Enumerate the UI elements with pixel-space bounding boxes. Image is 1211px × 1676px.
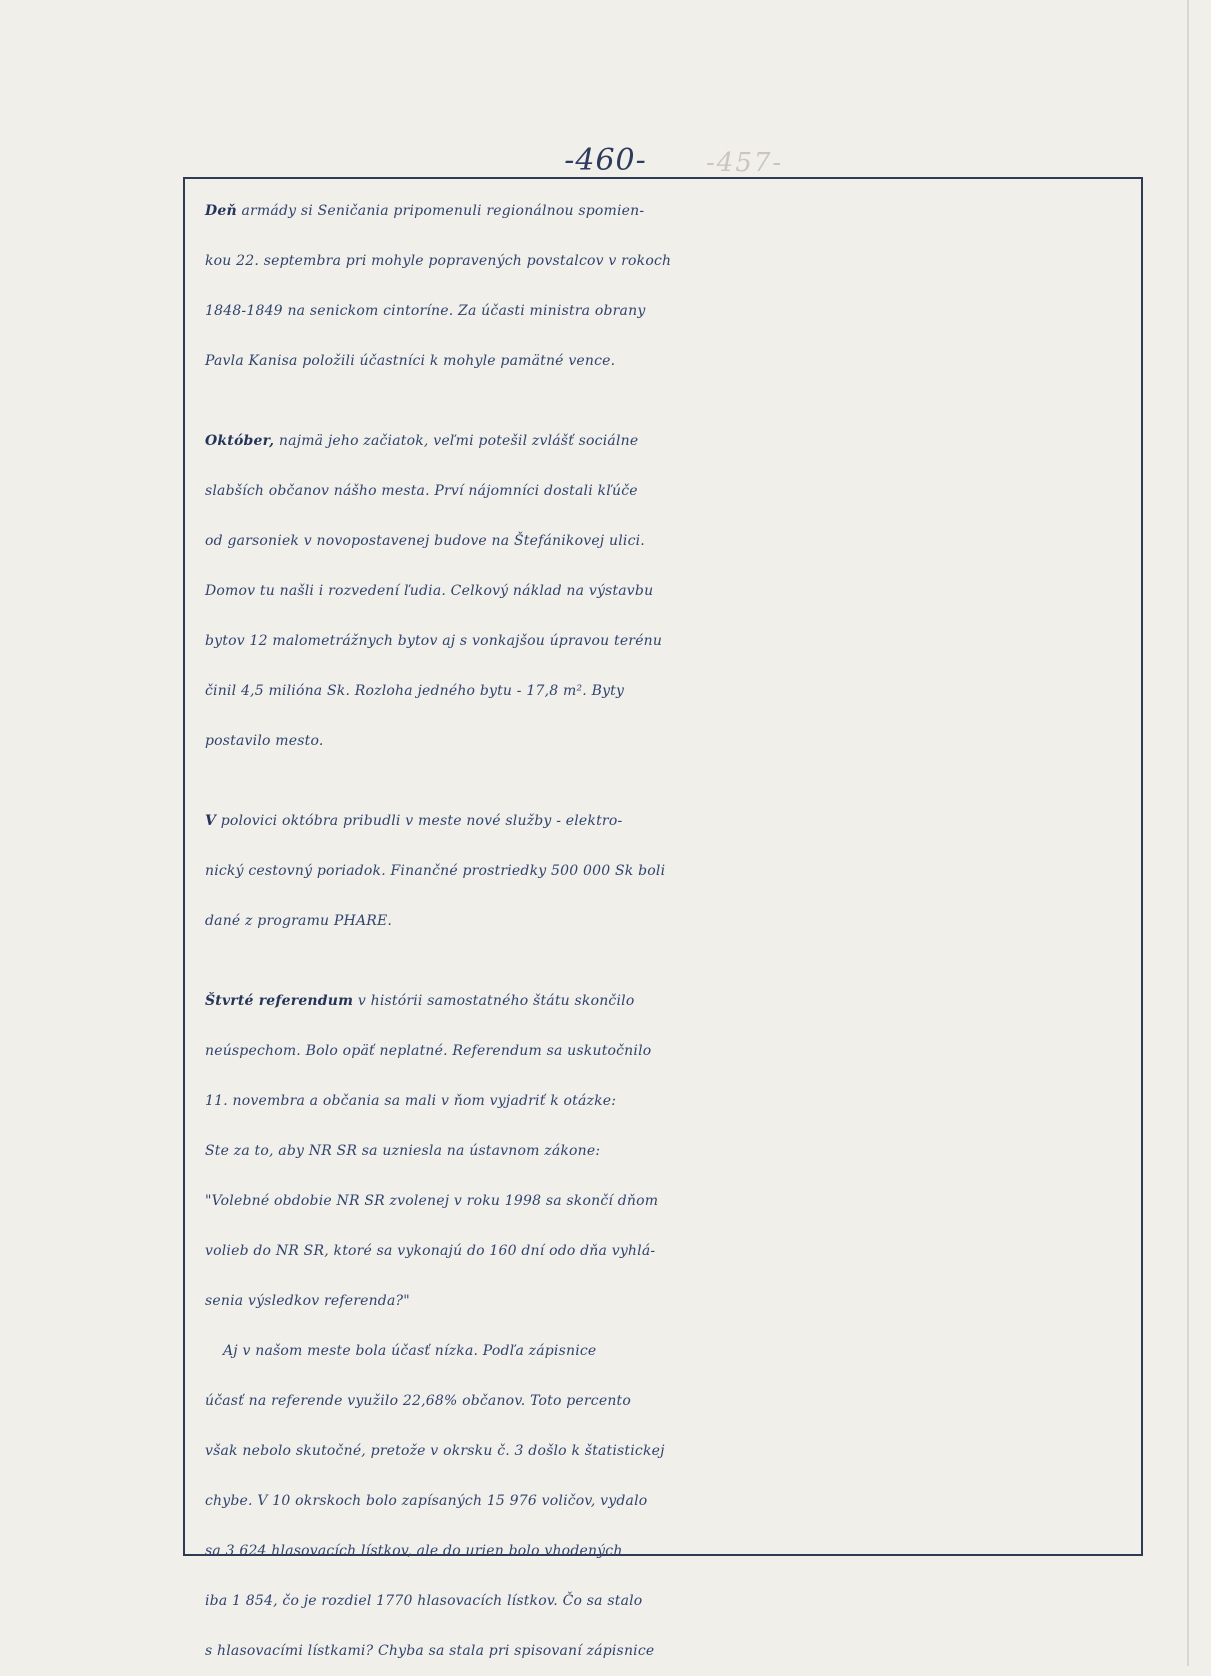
text-line [205, 1026, 1135, 1076]
text-line [205, 336, 1135, 386]
text-line [205, 1526, 1135, 1576]
line-text: kou 22. septembra pri mohyle popravených povstalcov v rokoch [205, 253, 672, 269]
line-text: Ste za to, aby NR SR sa uzniesla na ústavnom zákone: [205, 1143, 601, 1159]
line-text: iba 1 854, čo je rozdiel 1770 hlasovacích lístkov. Čo sa stalo [205, 1593, 643, 1609]
text-line [205, 186, 1135, 236]
text-line [205, 1626, 1135, 1676]
line-text: slabších občanov nášho mesta. Prví nájomníci dostali kľúče [205, 483, 638, 499]
line-text: najmä jeho začiatok, veľmi potešil zvlášť sociálne [274, 433, 639, 449]
line-text: neúspechom. Bolo opäť neplatné. Referendum sa uskutočnilo [205, 1043, 652, 1059]
line-text: nický cestovný poriadok. Finančné prostriedky 500 000 Sk boli [205, 863, 666, 879]
handwritten-text [205, 186, 1135, 1676]
text-line [205, 1176, 1135, 1226]
text-line [205, 896, 1135, 946]
text-line [205, 1226, 1135, 1276]
line-text: chybe. V 10 okrskoch bolo zapísaných 15 976 voličov, vydalo [205, 1493, 648, 1509]
text-line [205, 846, 1135, 896]
line-text: dané z programu PHARE. [205, 913, 393, 929]
line-text: senia výsledkov referenda?" [205, 1293, 410, 1309]
text-line [205, 1276, 1135, 1326]
text-line [205, 1426, 1135, 1476]
page-number: -460- [564, 143, 647, 178]
line-text: volieb do NR SR, ktoré sa vykonajú do 160 dní odo dňa vyhlá- [205, 1243, 656, 1259]
line-text: postavilo mesto. [205, 733, 324, 749]
line-text: v histórii samostatného štátu skončilo [353, 993, 635, 1009]
text-line [205, 286, 1135, 336]
page-edge [1187, 0, 1189, 1666]
line-text: Pavla Kanisa položili účastníci k mohyle pamätné vence. [205, 353, 616, 369]
line-text: polovici októbra pribudli v meste nové služby - elektro- [216, 813, 623, 829]
text-line [205, 236, 1135, 286]
line-text: Domov tu našli i rozvedení ľudia. Celkový náklad na výstavbu [205, 583, 654, 599]
line-text: 1848-1849 na senickom cintoríne. Za účasti ministra obrany [205, 303, 646, 319]
paragraph-heading: Deň [205, 203, 237, 219]
line-text: činil 4,5 milióna Sk. Rozloha jedného bytu - 17,8 m². Byty [205, 683, 625, 699]
paragraph-heading: V [205, 813, 217, 829]
line-text: "Volebné obdobie NR SR zvolenej v roku 1998 sa skončí dňom [205, 1193, 659, 1209]
line-text: 11. novembra a občania sa mali v ňom vyjadriť k otázke: [205, 1093, 617, 1109]
line-text: bytov 12 malometrážnych bytov aj s vonkajšou úpravou terénu [205, 633, 663, 649]
text-line [205, 796, 1135, 846]
line-text: s hlasovacími lístkami? Chyba sa stala pri spisovaní zápisnice [205, 1643, 655, 1659]
line-text: armády si Seničania pripomenuli regionálnou spomien- [236, 203, 645, 219]
text-line [205, 1326, 1135, 1376]
text-line [205, 976, 1135, 1026]
line-text: účasť na referende využilo 22,68% občanov. Toto percento [205, 1393, 631, 1409]
text-line [205, 566, 1135, 616]
bleed-through-page-number: -457- [706, 148, 784, 178]
line-text: však nebolo skutočné, pretože v okrsku č. 3 došlo k štatistickej [205, 1443, 665, 1459]
text-line [205, 1476, 1135, 1526]
text-line [205, 1576, 1135, 1626]
text-line [205, 616, 1135, 666]
text-line [205, 716, 1135, 766]
text-line [205, 1126, 1135, 1176]
line-text: sa 3 624 hlasovacích lístkov, ale do urien bolo vhodených [205, 1543, 623, 1559]
paragraph-heading: Štvrté referendum [205, 993, 354, 1009]
text-line [205, 1376, 1135, 1426]
text-line [205, 516, 1135, 566]
paragraph-heading: Október, [205, 433, 275, 449]
text-line [205, 466, 1135, 516]
text-line [205, 1076, 1135, 1126]
line-text: Aj v našom meste bola účasť nízka. Podľa zápisnice [223, 1343, 597, 1359]
line-text: od garsoniek v novopostavenej budove na Štefánikovej ulici. [205, 533, 645, 549]
text-line [205, 416, 1135, 466]
text-line [205, 666, 1135, 716]
